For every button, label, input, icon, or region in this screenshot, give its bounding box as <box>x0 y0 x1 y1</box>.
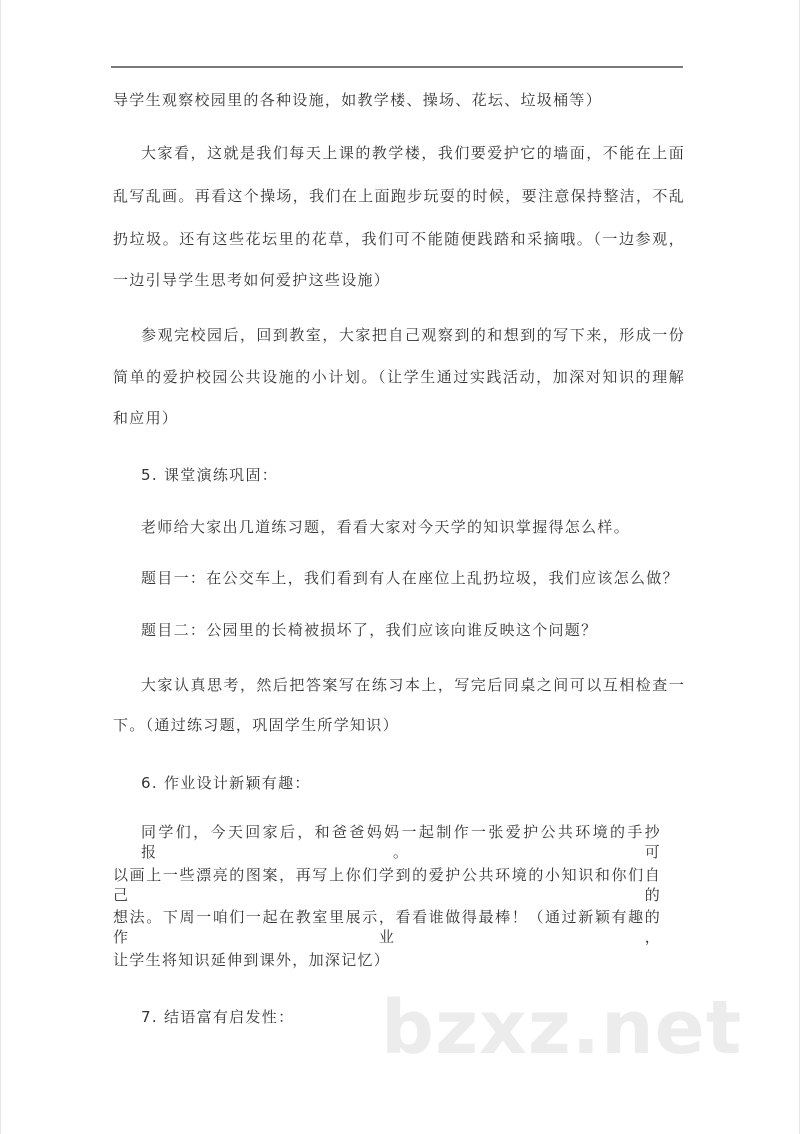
paragraph-line: 乱写乱画。再看这个操场，我们在上面跑步玩耍的时候，要注意保持整洁，不乱 <box>113 187 685 205</box>
paragraph-line: 题目一：在公交车上，我们看到有人在座位上乱扔垃圾，我们应该怎么做？ <box>141 569 679 587</box>
section-heading: 5. 课堂演练巩固： <box>141 466 279 484</box>
paragraph-line: 扔垃圾。还有这些花坛里的花草，我们可不能随便践踏和采摘哦。（一边参观， <box>113 230 685 248</box>
header-rule <box>111 66 683 68</box>
paragraph-line: 下。（通过练习题，巩固学生所学知识） <box>113 716 399 734</box>
section-heading: 6. 作业设计新颖有趣： <box>141 774 311 792</box>
section-heading: 7. 结语富有启发性： <box>141 1008 295 1026</box>
paragraph-line: 想法。下周一咱们一起在教室里展示，看看谁做得最棒！（通过新颖有趣的作业， <box>113 908 661 946</box>
paragraph-line: 老师给大家出几道练习题，看看大家对今天学的知识掌握得怎么样。 <box>141 518 631 536</box>
paragraph-line: 参观完校园后，回到教室，大家把自己观察到的和想到的写下来，形成一份 <box>141 326 685 344</box>
paragraph-line: 和应用） <box>113 409 179 427</box>
paragraph-line: 同学们，今天回家后，和爸爸妈妈一起制作一张爱护公共环境的手抄报。可 <box>141 823 661 861</box>
paragraph-line: 大家看，这就是我们每天上课的教学楼，我们要爱护它的墙面，不能在上面 <box>141 144 685 162</box>
watermark: bzxz.net <box>381 985 743 1071</box>
paragraph-line: 一边引导学生思考如何爱护这些设施） <box>113 271 391 289</box>
paragraph-line: 导学生观察校园里的各种设施，如教学楼、操场、花坛、垃圾桶等） <box>113 91 603 109</box>
paragraph-line: 简单的爱护校园公共设施的小计划。（让学生通过实践活动，加深对知识的理解 <box>113 368 685 386</box>
paragraph-line: 以画上一些漂亮的图案，再写上你们学到的爱护公共环境的小知识和你们自己的 <box>113 866 661 904</box>
paragraph-line: 让学生将知识延伸到课外，加深记忆） <box>113 951 391 969</box>
paragraph-line: 题目二：公园里的长椅被损坏了，我们应该向谁反映这个问题？ <box>141 621 598 639</box>
paragraph-line: 大家认真思考，然后把答案写在练习本上，写完后同桌之间可以互相检查一 <box>141 676 685 694</box>
